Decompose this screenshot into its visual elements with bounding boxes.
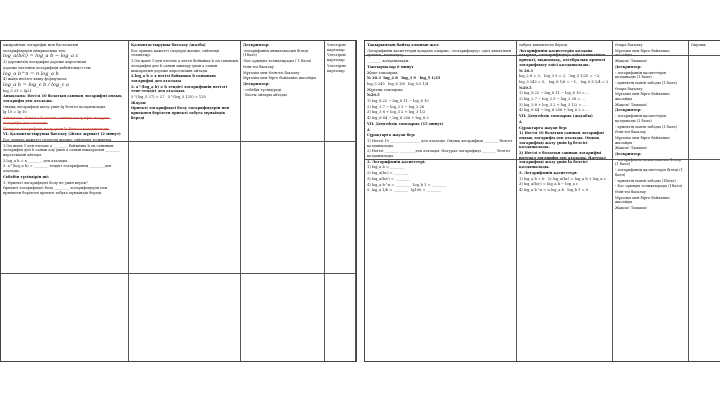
text-line: дәреже негізінің логарифмін көбейтіндісі тең: [3, 65, 92, 70]
text-line: A [367, 127, 370, 132]
text-line: VII. Деңгейлік тапсырма (15 минут) [367, 121, 444, 126]
text-line: - өрнектің мәнін табады (1балл) [615, 178, 676, 183]
text-line: Жеке тапсырма: [367, 70, 399, 75]
right-col-lesson-content [365, 41, 517, 361]
text-line: №20.5 [367, 93, 380, 98]
text-line: Үлестірме карталар [327, 43, 348, 52]
text-line: 3) log_3 8 + log_3 2 + log_3 1/2 = ... [519, 102, 587, 107]
text-line: - басты ойлары айтады [243, 93, 287, 98]
text-line: Дескриптор: [243, 81, 270, 86]
right-col-assessment [613, 41, 689, 361]
text-line: Тақырыптың байты алынып жаз: [367, 43, 440, 47]
text-line: - өрнектің мәнін табады (1 балл) [615, 80, 677, 85]
text-line: Өзін-өзі бағалау [615, 189, 646, 194]
text-line: Сұрақтарға жауап бер: [519, 125, 568, 130]
text-line: 3. Логарифмнің қасиеттері: [367, 159, 426, 164]
text-line: - логарифмнің анықтамасын біледі (1 балл) [615, 157, 683, 167]
text-line: 2) Негізі e болатын санның логарифмі натурал логарифм деп аталады. Натурал логарифмді жазу үшін ln белгісі қолданылады. [519, 151, 608, 170]
text-line: Мұғалім мен Өзін-өзі бағалау [243, 70, 300, 75]
text-line: Бос орынға қажетті сөздерді жазып, сөйлемді толықтыр. [131, 48, 221, 58]
text-line: - логарифмнің қасиеттерін қолданады (1 балл) [615, 70, 668, 80]
text-line: 1. Өрнекті логарифмдеі болу не үшін керек? [3, 180, 88, 185]
text-line: log_a b = log_c b / log_c a [3, 81, 69, 88]
text-line: 1) Негізі 10 ________ ________ деп аталады. Ондық логарифмді ________ белгісі қолданылады. [367, 138, 514, 148]
row-divider [365, 55, 720, 56]
text-line: Натурал логарифмді жазу үшін ln белгісі қолданылады. [3, 126, 110, 131]
text-line: 5. log_a 1/b = ________ lg100 = ________ [367, 188, 442, 193]
text-line: 1.Оң және 1-ден өзгеше a ________ бойынша b оң санының логарифмі деп b санын алу үшін a санын шығаратын ________ көрсеткішін айтады. [3, 143, 121, 158]
text-line: ________ колданылады. [367, 59, 410, 64]
text-line: log_2 8 = 3, log_3 9 = 2, log_5 1/25 = −2, [519, 74, 601, 79]
text-line: 1) Негізі 10 болатын санның логарифмі ондық логарифм деп аталады. Ондық логарифмді жазу үшін lg белгісі қолданылады. [519, 131, 606, 150]
text-line: 1) log_8 22 − log_8 11 − log_8 10 [367, 99, 429, 104]
text-line: Жақсы! Тамаша! [615, 59, 648, 64]
text-line: Жақсы! Тамаша! [615, 102, 648, 107]
text-line: 4) жаңа негізге көшу формуласы: [3, 77, 68, 82]
text-line: Бос орынға қажетті сөздерді жазып, сөйлемді толықтыр. [3, 137, 113, 142]
left-col-resources [325, 41, 356, 361]
text-line: -логарифмнің анықтамасын біледі (1балл) [243, 48, 310, 58]
text-line: 3. a^(log_a b) = b теңдігі логарифмнің негізгі тепе-теңдігі деп аталады. [131, 84, 229, 94]
text-line: №20.5 [519, 85, 532, 90]
text-line: Тапсырмалар 6 минут [367, 64, 414, 69]
left-col-teacher-answers [129, 41, 241, 361]
text-line: Сұрақтарға жауап бер: [367, 133, 416, 138]
text-line: 5^(log_5 27) = 27 5^(log_5 125) = 125 [131, 95, 206, 100]
text-line: Мұғалім мен бірге байланыс жасайды [615, 92, 671, 102]
text-line: Мұғалім мен бірге байланыс жасайды [615, 135, 671, 145]
text-line: -Бос орынды толықтырады ( 1 балл) [243, 59, 312, 64]
text-line: Үлестірме карталар [327, 53, 348, 63]
text-line: log_3 243 = 5, log_6 1/6 = −1, log_0.5 1/4 = 2 [519, 79, 609, 84]
text-line: VI. Қалыптастырушы бағалау (Жеке жұмыс) (2 минут) [3, 132, 121, 137]
text-line: Логарифмнің қасиеттерін қолдана отырып, «логарифмдеу» әдісі көмегімен өрнекті, ықшамдау. [367, 48, 513, 58]
text-line: 3) log_a(b/c) = ________ [367, 176, 410, 181]
text-line: логарифмдерін айырмасына тең: [3, 48, 66, 53]
right-col-teacher-answers [517, 41, 613, 361]
text-line: 4) log_a b^n = n log_a b log_b 1 = 0 [519, 187, 589, 192]
text-line: Мұғалім мен бірге байланыс жасайды [615, 48, 671, 58]
text-line: 3) log_3 8 + log_3 2 + log_3 1/2 [367, 110, 426, 115]
text-line: Анықтама: Негізі e болатын санның логарифмі натурал логарифм деп аталады. [3, 116, 111, 125]
text-line: lg 10 = lg 10 [3, 110, 27, 115]
text-line: - өрнектің мәнін табады (1 балл) [615, 124, 677, 129]
row-divider [365, 159, 720, 160]
text-line: 4) log_a b^n = ________ log_b 1 = ________ [367, 182, 447, 187]
text-line: log_3 21 = lg21 [3, 88, 32, 93]
text-line: VII. Деңгейлік тапсырма (жауабы) [519, 114, 593, 119]
text-line: Өзін-өзі бағалау [243, 64, 274, 69]
right-document-page [364, 40, 720, 362]
right-col-resources [689, 41, 720, 361]
text-line: № 20.3 log_2 8 log_3 9 log_5 1/25 [367, 76, 441, 81]
left-col-assessment [241, 41, 325, 361]
text-line: Оқулық [691, 43, 706, 47]
text-line: 3. a^(log_a b) = ________ теңдігі логарифмнің ________ деп аталады. [3, 164, 113, 174]
text-line: Мұғалім мен бірге байланыс жасайды [615, 195, 671, 205]
left-col-lesson-content [1, 41, 129, 361]
text-line: 2) log_2 7 − log_2 3 − log_2 28 [367, 104, 425, 109]
row-divider [1, 273, 356, 274]
text-line: Жақсы! Тамаша! [615, 146, 648, 151]
text-line: log_a b^n = n log_a b [3, 70, 59, 77]
text-line: 2.log_a b = x ________ деп аталады. [3, 158, 69, 163]
text-line: 1.Оң және 1-ден өзгеше a негізі бойынша b оң санының логарифмі деп b санын шығару үшін a санын шығаратын дәреже көрсеткішін айтады [131, 59, 239, 73]
text-line: 1) log_a b = b 2) log_a(bc) = log_a b + log_a c [519, 176, 606, 181]
text-line: Өзін-өзі бағалау [615, 130, 646, 135]
text-line: 1) log_8 22 − log_8 11 − log_8 10 = ... [519, 91, 590, 96]
text-line: ажырайтын логарифмі мен басталатын [3, 43, 79, 47]
text-line: Жұптық тапсырма: [367, 87, 404, 92]
text-line: Дескриптор: [243, 43, 270, 47]
left-document-page [0, 40, 357, 362]
text-line: Дескриптор: [615, 64, 642, 69]
text-line: 1) log_a b = ________ [367, 165, 405, 170]
text-line: A [519, 119, 522, 124]
text-line: Анықтама: Негізі 10 болатын санның логарифмі ондық логарифм деп аталады. [3, 94, 124, 104]
text-line: 3) дәрежелің логарифмі дәреже көрсеткіші [3, 60, 87, 65]
text-line: 3. Логарифмнің қасиеттері: [519, 170, 578, 175]
text-line: табуға көмектесіп береді. [519, 43, 569, 47]
text-line: Қалыптастырушы бағалау (жазба) [131, 43, 206, 47]
text-line: - логарифмнің қасиеттерін қолданады (1 балл) [615, 114, 668, 123]
text-line: - себебін түсіндіреді [243, 87, 282, 92]
text-line: 4) log_6 64 − log_6 256 + log_6 2 = ... [519, 108, 590, 113]
text-line: 2) Негізі ________ ________ деп аталады. Натурал логарифмді ________ белгісі қолданылады. [367, 149, 512, 159]
text-line: Дескриптор: [615, 152, 642, 157]
text-line: 2) log_2 7 − log_2 3 − log_2 28 = ... [519, 97, 585, 102]
text-line: Дескриптор: [615, 108, 642, 113]
text-line: log_a(b/c) = log_a b − log_a c [3, 53, 79, 60]
row-divider [1, 141, 356, 142]
text-line: № 20.3 [519, 68, 533, 73]
text-line: - логарифмнің қасиеттерін біледі (1 балл) [615, 168, 685, 177]
text-line: Өзара бағалау [615, 86, 643, 91]
text-line: Өрнекті логарифмдеі болу логарифмдерін пен өрнекпен берілген өрнекті табуға мүмкіндік береді [131, 106, 231, 120]
text-line: 2.log_a b = x негізі бойынша b санының логарифмі деп аталады [131, 74, 218, 83]
text-line: Жауап: [131, 100, 147, 105]
text-line: Өзара бағалау [615, 43, 643, 47]
text-line: Ондық логарифмді жазу үшін lg белгісі қолданылады. [3, 104, 107, 109]
text-line: log_3 243 log_6 1/6 log_0.5 1/4 [367, 81, 429, 86]
text-line: Логарифмнің қасиеттерін қолдана отырып, «логарифмдеу» әдісі көмегімен өрнекті, ықшамдау, алгебралық өрнекті логарифмдеу әдісі қолданылады. [519, 48, 607, 67]
text-line: Өрнекті логарифмдеі болу ________ логарифмдерін пен өрнекпен берілген өрнекті табуға мүмкіндік береді. [3, 186, 109, 195]
text-line: Жақсы! Тамаша! [615, 206, 648, 211]
text-line: Үлестірме карталар [327, 63, 348, 73]
text-line: 3) log_a(b/c) = log_a b − log_a c [519, 182, 579, 187]
text-line: 2) log_a(bc) = ________ [367, 171, 409, 176]
text-line: Мұғалім мен бірге байланыс жасайды [243, 76, 316, 81]
text-line: 4) log_6 64 − log_6 256 + log_6 2 [367, 116, 429, 121]
text-line: - Бос орынды толықтырады (1балл) [615, 184, 683, 189]
text-line: Себебін түсіндірін ші: [3, 174, 50, 179]
